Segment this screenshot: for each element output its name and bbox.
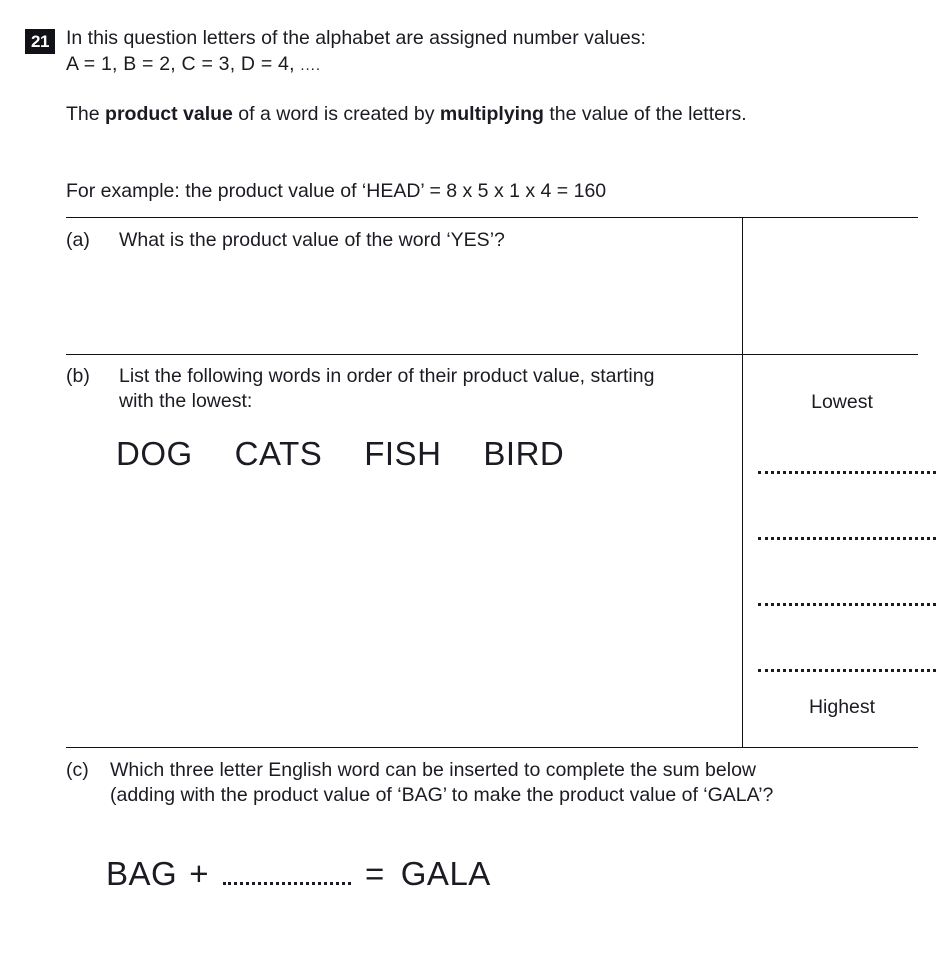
divider-rule-bottom — [66, 747, 918, 748]
product-value-definition — [66, 101, 856, 127]
part-c-text — [110, 758, 910, 808]
part-a — [66, 227, 716, 253]
highest-label: Highest — [808, 696, 876, 718]
question-intro — [66, 25, 896, 79]
answer-line-1[interactable] — [758, 468, 936, 474]
part-c-line-1: Which three letter English word can be inserted to complete the sum below — [110, 759, 756, 781]
equation-operator: + — [189, 855, 209, 892]
part-a-label: (a) — [66, 229, 90, 251]
part-c-equation — [106, 855, 491, 893]
answer-line-3[interactable] — [758, 600, 936, 606]
definition-bold-product-value: product value — [105, 103, 233, 125]
equation-answer-blank[interactable] — [223, 872, 351, 885]
part-b-label: (b) — [66, 365, 90, 387]
part-a-text: What is the product value of the word ‘YES’? — [119, 229, 505, 251]
definition-mid: of a word is created by — [232, 103, 440, 125]
word-item: FISH — [364, 435, 442, 472]
worked-example: For example: the product value of ‘HEAD’ = 8 x 5 x 1 x 4 = 160 — [66, 180, 607, 202]
equation-left-term: BAG — [106, 855, 178, 892]
lowest-label: Lowest — [811, 391, 873, 413]
answer-column-divider — [742, 217, 743, 748]
answer-line-2[interactable] — [758, 534, 936, 540]
word-item: BIRD — [483, 435, 565, 472]
question-number-badge: 21 — [25, 29, 55, 54]
definition-pre: The — [66, 103, 106, 125]
part-b-word-list — [116, 435, 716, 473]
part-c-label: (c) — [66, 759, 89, 781]
equation-equals-sign: = — [364, 855, 385, 892]
intro-ellipsis: .... — [300, 57, 321, 74]
part-c — [66, 758, 926, 808]
answer-line-4[interactable] — [758, 666, 936, 672]
letter-values: A = 1, B = 2, C = 3, D = 4, — [66, 53, 295, 75]
part-b — [66, 364, 726, 414]
word-item: DOG — [116, 435, 193, 472]
divider-rule-top — [66, 217, 918, 218]
intro-line-1: In this question letters of the alphabet are assigned number values: — [66, 27, 646, 49]
equation-right-term: GALA — [400, 855, 491, 892]
divider-rule-middle — [66, 354, 918, 355]
word-item: CATS — [234, 435, 323, 472]
definition-bold-multiplying: multiplying — [439, 103, 544, 125]
part-b-text: List the following words in order of their product value, starting with the lowest: — [119, 365, 655, 412]
intro-line-2 — [66, 51, 896, 79]
part-c-line-2: (adding with the product value of ‘BAG’ to make the product value of ‘GALA’? — [110, 784, 774, 806]
definition-post: the value of the letters. — [543, 103, 747, 125]
